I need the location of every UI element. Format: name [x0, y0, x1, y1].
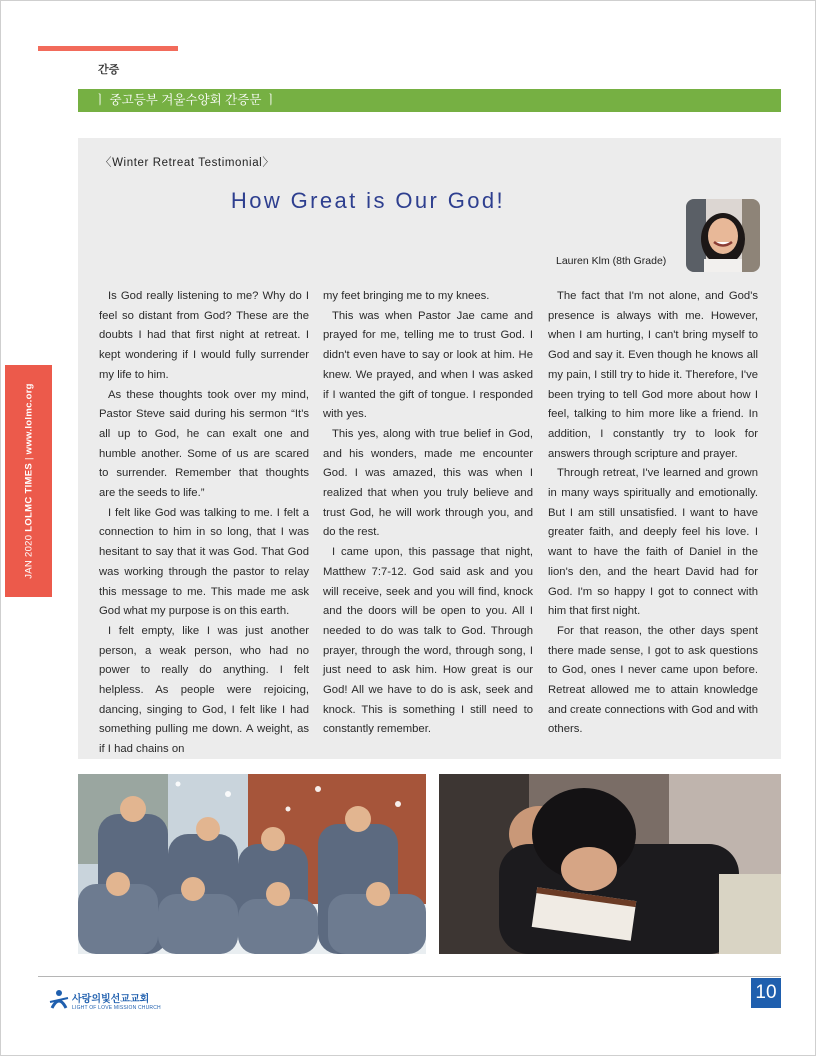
side-tab-text [23, 383, 34, 579]
church-name-korean: 사랑의빛선교교회 [72, 994, 150, 1005]
reading-photo [439, 774, 781, 954]
side-tab [5, 365, 52, 597]
church-logo-icon [48, 988, 70, 1010]
top-accent-bar [38, 46, 178, 51]
paragraph: For that reason, the other days spent there made sense, I got to ask questions to God, ones I never came upon before. Retreat allowed me to attain knowledge and create connections with God and with others. [548, 624, 758, 736]
article-title: How Great is Our God! [230, 188, 506, 213]
paragraph: This was when Pastor Jae came and prayed for me, telling me to trust God. I didn't even have to say or look at him. He knew. We prayed, and when I was asked if I wanted the gift of tongue. I responded with yes. [323, 309, 533, 421]
article-column-1 [99, 287, 309, 760]
side-tab-separator: | [23, 454, 34, 463]
paragraph: Is God really listening to me? Why do I feel so distant from God? These are the doubts I had that first night at retreat. I kept wondering if I would fully surrender my life to him. [99, 290, 309, 381]
section-banner: ㅣ 중고등부 겨울수양회 간증문 ㅣ [78, 89, 781, 112]
group-photo [78, 774, 426, 954]
publication-name: LOLMC TIMES [23, 462, 34, 532]
paragraph: I felt like God was talking to me. I felt a connection to him in so long, that I was hesitant to say that it was God. That God was working through the pastor to relay this message to me. This made me ask God what my purpose is on this earth. [99, 506, 309, 618]
article-column-2 [323, 287, 533, 740]
paragraph: Through retreat, I've learned and grown in many ways spiritually and emotionally. But I am still unsatisfied. I want to have greater faith, and deeply feel his love. I want to have the faith of Daniel in the lion's den, and the heart David had for God. I'm so happy I got to connect with him that first night. [548, 467, 758, 618]
page-number: 10 [751, 978, 781, 1008]
author-portrait-illustration [686, 199, 760, 272]
paragraph: The fact that I'm not alone, and God's presence is always with me. However, when I am hurting, I can't bring myself to God and say it. Even though he knows all my pain, I still try to hide it. Therefore, I've been trying to tell God more about how I feel, talking to him more like a friend. In addition, I constantly try to look for answers through scripture and prayer. [548, 290, 758, 460]
paragraph: As these thoughts took over my mind, Pastor Steve said during his sermon “It's all up to God, he can exalt one and humble another. Some of us are scared to surrender. Remember that thoughts are the seeds to life.” [99, 388, 309, 500]
footer-divider [38, 976, 781, 977]
author-photo [686, 199, 760, 272]
website-url: www.lolmc.org [23, 383, 34, 455]
church-name-english: LIGHT OF LOVE MISSION CHURCH [72, 1005, 161, 1011]
paragraph: I felt empty, like I was just another person, a weak person, who had no power to really do anything. I felt helpless. As people were rejoicing, dancing, singing to God, I felt like I had something pulling me down. A weight, as if I had chains on [99, 624, 309, 756]
reading-photo-illustration [439, 774, 781, 954]
article-column-3 [548, 287, 758, 740]
paragraph: I came upon, this passage that night, Matthew 7:7-12. God said ask and you will receive, seek and you will find, knock and the doors will be open to you. All I needed to do was talk to God. Through prayer, through the word, through song, I just need to ask him. How great is our God! All we have to do is ask, seek and knock. This is something I still need to constantly remember. [323, 546, 533, 736]
issue-date: JAN 2020 [23, 534, 34, 579]
group-photo-illustration [78, 774, 426, 954]
paragraph: my feet bringing me to my knees. [323, 290, 490, 302]
article-author: Lauren Klm (8th Grade) [556, 255, 667, 267]
article-kicker: 〈Winter Retreat Testimonial〉 [100, 157, 275, 169]
section-label: 간증 [98, 64, 120, 76]
paragraph: This yes, along with true belief in God, and his wonders, made me encounter God. I was amazed, this was when I realized that when you truly believe and trust God, he will work through you, and do the rest. [323, 427, 533, 539]
